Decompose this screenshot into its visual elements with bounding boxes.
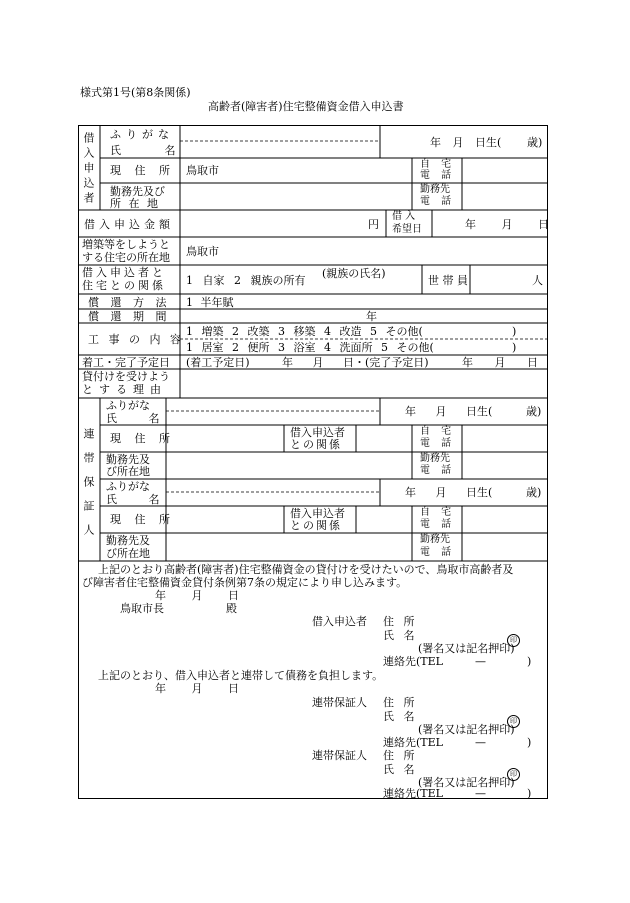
sig-guarantor2-label: 連帯保証人	[312, 749, 367, 762]
sig-applicant-contact: 連絡先(TEL	[383, 655, 443, 668]
sig-guarantor1-dash: —	[475, 736, 486, 749]
applicant-address-label: 現 住 所	[110, 164, 170, 177]
guarantor2-age-label: 歳)	[526, 486, 542, 499]
repay-method-label: 償 還 方 法	[88, 296, 167, 309]
addressee-honorific: 殿	[226, 602, 237, 615]
loan-wish-date-label: 借 入	[392, 211, 416, 222]
guarantor1-furigana-label: ふりがな	[106, 399, 150, 412]
guarantor1-home-phone-label-2: 電 話	[420, 438, 452, 449]
guarantor2-work-label-2: び所在地	[106, 547, 150, 560]
property-label-2: する住宅の所在地	[82, 251, 170, 264]
sig-guarantor1-close: )	[527, 736, 532, 749]
property-label: 増築等をしようと	[82, 238, 170, 251]
guarantor2-address-label: 現 住 所	[110, 513, 170, 526]
sig-applicant-dash: —	[475, 655, 486, 668]
sig-applicant-name-label: 氏 名	[383, 629, 415, 642]
sig-guarantor2-close: )	[527, 787, 532, 800]
addressee: 鳥取市長	[120, 602, 164, 615]
guarantor2-birth-label: 年 月 日生(	[405, 486, 493, 499]
guarantor1-age-label: 歳)	[526, 405, 542, 418]
guarantor1-work-label-2: び所在地	[106, 465, 150, 478]
works-line-1-close: )	[512, 325, 517, 338]
schedule-label: 着工・完了予定日	[82, 356, 170, 369]
repay-period-label: 償 還 期 間	[88, 310, 167, 323]
sig-guarantor2-contact: 連絡先(TEL	[383, 787, 443, 800]
seal-icon: 印	[507, 763, 520, 781]
guarantee-date[interactable]: 年 月 日	[155, 682, 239, 695]
form-number: 様式第1号(第8条関係)	[80, 86, 191, 99]
household-unit: 人	[532, 274, 543, 287]
loan-wish-date-fields: 年 月 日	[465, 218, 549, 231]
relation-label: 借入申込者と	[82, 266, 166, 279]
guarantor1-relation-label-2: との関係	[290, 438, 342, 451]
guarantor2-work-phone-label-2: 電 話	[420, 547, 452, 558]
reason-label: 貸付けを受けよう	[82, 370, 170, 383]
guarantor2-work-phone-label: 勤務先	[420, 534, 450, 545]
applicant-home-phone-label: 自 宅	[420, 159, 452, 170]
guarantor1-name-label: 氏 名	[106, 412, 160, 425]
sig-applicant-seal-note: (署名又は記名押印)	[418, 642, 515, 655]
loan-amount-yen: 円	[368, 218, 379, 231]
guarantor1-work-phone-label-2: 電 話	[420, 465, 452, 476]
applicant-age-label: 歳)	[527, 136, 543, 149]
guarantor2-name-label: 氏 名	[106, 493, 160, 506]
guarantor1-relation-label: 借入申込者	[290, 426, 345, 439]
guarantor1-home-phone-label: 自 宅	[420, 426, 452, 437]
applicant-furigana-label: ふりがな	[110, 128, 174, 141]
schedule-end: 年 月 日	[462, 356, 538, 369]
relative-name-label: (親族の氏名)	[322, 267, 386, 280]
schedule-mid: 年 月 日・(完了予定日)	[282, 356, 429, 369]
applicant-work-phone-label: 勤務先	[420, 184, 450, 195]
loan-amount-label: 借入申込金額	[84, 218, 174, 231]
guarantor2-relation-label-2: との関係	[290, 519, 342, 532]
sig-applicant-address-label: 住 所	[383, 615, 415, 628]
sig-guarantor2-name-label: 氏 名	[383, 763, 415, 776]
seal-icon: 印	[507, 710, 520, 728]
household-label: 世 帯 員	[428, 274, 468, 287]
guarantor2-relation-label: 借入申込者	[290, 507, 345, 520]
applicant-section-label: 借入申込者	[82, 132, 95, 207]
sig-guarantor2-seal-note: (署名又は記名押印)	[418, 776, 515, 789]
loan-wish-date-label-2: 希望日	[392, 224, 422, 235]
form-title: 高齢者(障害者)住宅整備資金借入申込書	[208, 100, 404, 113]
guarantor2-home-phone-label: 自 宅	[420, 507, 452, 518]
sig-guarantor1-address-label: 住 所	[383, 696, 415, 709]
works-label: 工 事 の 内 容	[88, 333, 181, 346]
applicant-address-value[interactable]: 鳥取市	[186, 164, 219, 177]
applicant-name-label: 氏 名	[110, 144, 176, 157]
guarantor2-furigana-label: ふりがな	[106, 480, 150, 493]
applicant-birth-label: 年 月 日生(	[430, 136, 502, 149]
sig-applicant-label: 借入申込者	[312, 615, 367, 628]
declaration-date[interactable]: 年 月 日	[155, 589, 239, 602]
guarantor1-work-label: 勤務先及	[106, 453, 150, 466]
sig-guarantor1-seal-note: (署名又は記名押印)	[418, 723, 515, 736]
sig-applicant-close: )	[527, 655, 532, 668]
guarantor1-address-label: 現 住 所	[110, 432, 170, 445]
applicant-work-label: 勤務先及び	[110, 185, 165, 198]
guarantor-section-label: 連帯保証人	[82, 428, 95, 548]
schedule-start: (着工予定日)	[186, 356, 250, 369]
sig-guarantor1-contact: 連絡先(TEL	[383, 736, 443, 749]
seal-icon: 印	[507, 629, 520, 647]
relation-options[interactable]: 1 自家 2 親族の所有	[186, 274, 306, 287]
guarantor1-birth-label: 年 月 日生(	[405, 405, 493, 418]
works-line-2[interactable]: 1 居室 2 便所 3 浴室 4 洗面所 5 その他(	[186, 341, 434, 354]
declaration-line-2: び障害者住宅整備資金貸付条例第7条の規定により申し込みます。	[82, 576, 408, 589]
applicant-home-phone-label-2: 電 話	[420, 170, 452, 181]
applicant-work-phone-label-2: 電 話	[420, 196, 452, 207]
works-line-1[interactable]: 1 増築 2 改築 3 移築 4 改造 5 その他(	[186, 325, 423, 338]
guarantee-line: 上記のとおり、借入申込者と連帯して債務を負担します。	[98, 669, 384, 682]
works-line-2-close: )	[512, 341, 517, 354]
repay-method-value[interactable]: 1 半年賦	[186, 296, 234, 309]
sig-guarantor1-name-label: 氏 名	[383, 710, 415, 723]
guarantor2-work-label: 勤務先及	[106, 534, 150, 547]
declaration-line-1: 上記のとおり高齢者(障害者)住宅整備資金の貸付けを受けたいので、鳥取市高齢者及	[98, 563, 514, 576]
guarantor1-work-phone-label: 勤務先	[420, 453, 450, 464]
sig-guarantor2-dash: —	[475, 787, 486, 800]
reason-label-2: とする理由	[82, 383, 167, 396]
sig-guarantor1-label: 連帯保証人	[312, 696, 367, 709]
guarantor2-home-phone-label-2: 電 話	[420, 519, 452, 530]
repay-period-year: 年	[366, 310, 377, 323]
sig-guarantor2-address-label: 住 所	[383, 749, 415, 762]
applicant-work-label-2: 所 在 地	[110, 197, 158, 210]
property-value[interactable]: 鳥取市	[186, 245, 219, 258]
relation-label-2: 住宅との関係	[82, 279, 166, 292]
